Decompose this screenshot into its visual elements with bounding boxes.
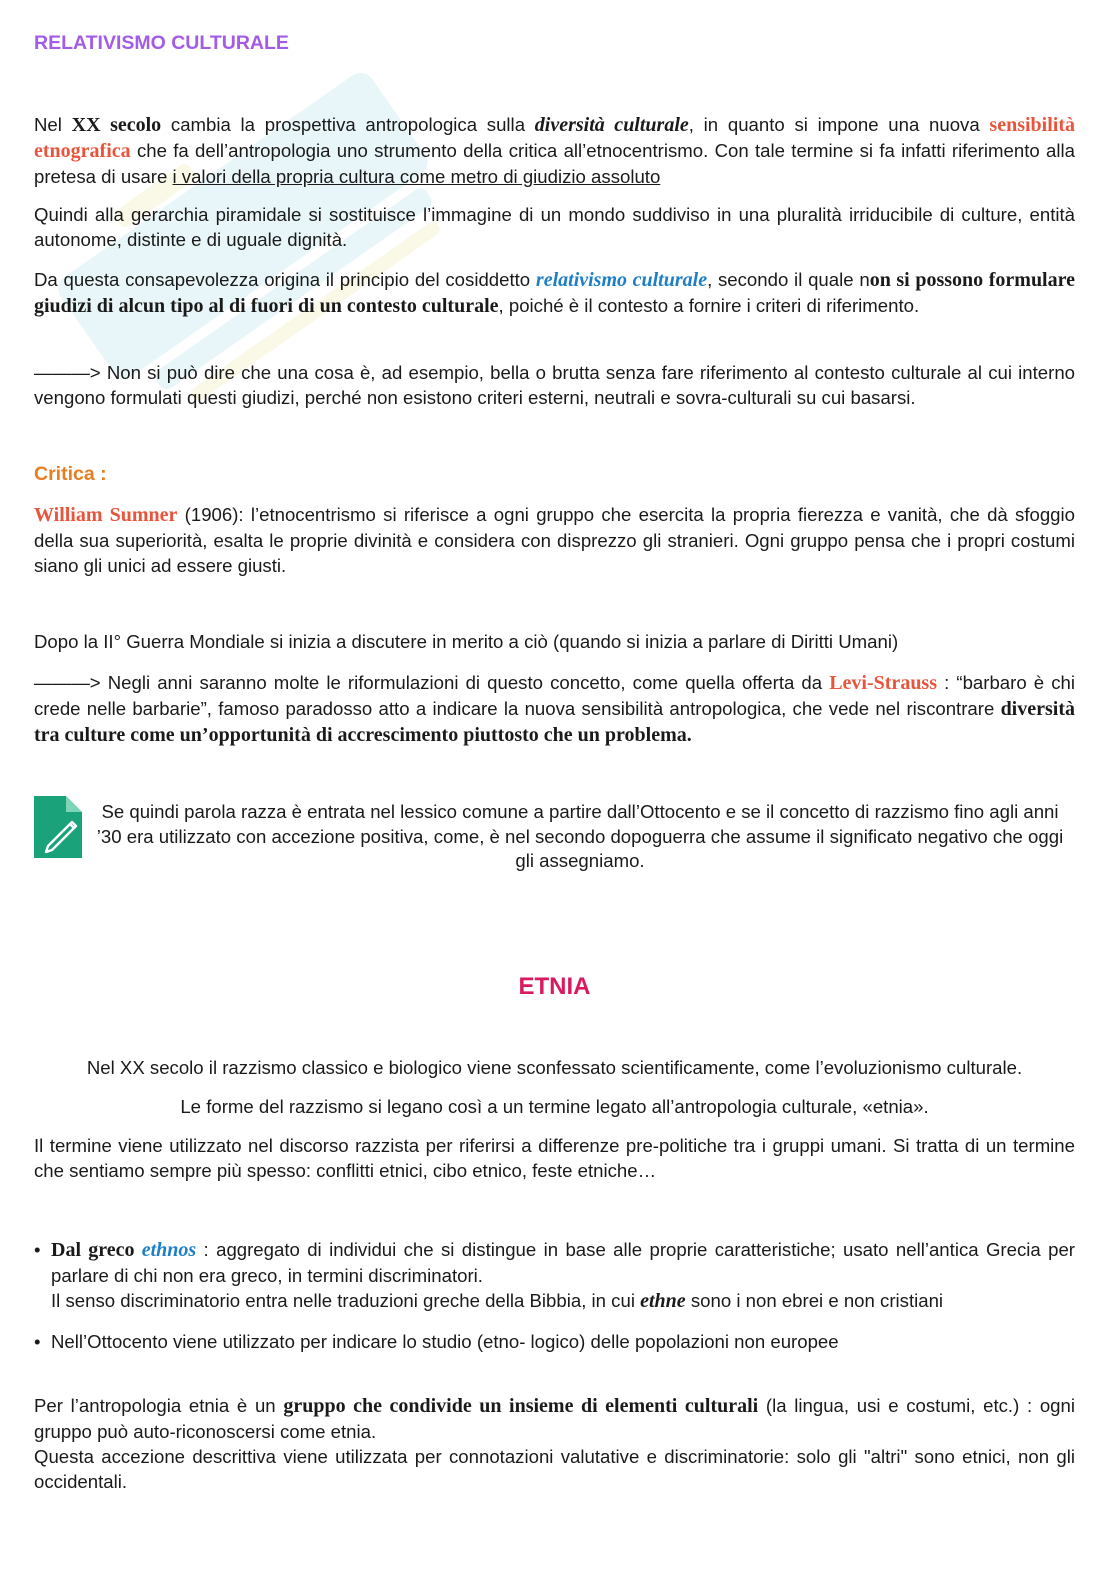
section-title-relativismo: RELATIVISMO CULTURALE	[34, 32, 289, 54]
pencil-note-icon	[34, 796, 82, 858]
paragraph-levi-strauss: ———> Negli anni saranno molte le riformulazioni di questo concetto, come quella offerta da Levi-Strauss : “barbaro è chi crede nelle barbarie”, famoso paradosso atto a indicare la nuova sensibilità antropologica, che vede nel riscontrare diversità tra culture come un’opportunità di accrescimento piuttosto che un problema.	[34, 672, 1075, 746]
paragraph-esempio: ———> Non si può dire che una cosa è, ad esempio, bella o brutta senza fare riferimento al contesto culturale al cui interno vengono formulati questi giudizi, perché non esistono criteri esterni, neutrali e sovra-culturali su cui basarsi.	[34, 362, 1075, 408]
paragraph-gerarchia: Quindi alla gerarchia piramidale si sostituisce l’immagine di un mondo suddiviso in una pluralità irriducibile di culture, entità autonome, distinte e di uguale dignità.	[34, 204, 1075, 250]
section-title-etnia: ETNIA	[518, 973, 591, 1000]
list-item: • Dal greco ethnos : aggregato di individui che si distingue in base alle proprie caratteristiche; usato nell’antica Grecia per parlare di chi non era greco, in termini discriminatori. Il senso discriminatorio entra nelle traduzioni greche della Bibbia, in cui ethne sono i non ebrei e non cristiani	[34, 1239, 1075, 1312]
list-item: • Nell’Ottocento viene utilizzato per indicare lo studio (etno- logico) delle popolazioni non europee	[34, 1331, 839, 1352]
note-text: Se quindi parola razza è entrata nel lessico comune a partire dall’Ottocento e se il concetto di razzismo fino agli anni ’30 era utilizzato con accezione positiva, come, è nel secondo dopoguerra che assume il significato negativo che oggi gli assegniamo.	[96, 801, 1064, 871]
paragraph-forme-razzismo: Le forme del razzismo si legano così a un termine legato all’antropologia culturale, «etnia».	[180, 1096, 929, 1117]
paragraph-sumner: William Sumner (1906): l’etnocentrismo si riferisce a ogni gruppo che esercita la propria fierezza e vanità, che dà sfoggio della sua superiorità, esalta le proprie divinità e considera con disprezzo gli stranieri. Ogni gruppo pensa che i propri costumi siano gli unici ad essere giusti.	[34, 504, 1075, 576]
paragraph-intro: Nel XX secolo cambia la prospettiva antropologica sulla diversità culturale, in quanto si impone una nuova sensibilità etnografica che fa dell’antropologia uno strumento della critica all’etnocentrismo. Con tale termine si fa infatti riferimento alla pretesa di usare i valori della propria cultura come metro di giudizio assoluto	[34, 114, 1075, 187]
heading-critica: Critica :	[34, 463, 107, 485]
paragraph-definizione-etnia: Per l’antropologia etnia è un gruppo che condivide un insieme di elementi culturali (la lingua, usi e costumi, etc.) : ogni gruppo può auto-riconoscersi come etnia. Questa accezione descrittiva viene utilizzata per connotazioni valutative e discriminatorie: solo gli "altri" sono etnici, non gli occidentali.	[34, 1395, 1075, 1492]
paragraph-termine: Il termine viene utilizzato nel discorso razzista per riferirsi a differenze pre-politiche tra i gruppi umani. Si tratta di un termine che sentiamo sempre più spesso: conflitti etnici, cibo etnico, feste etniche…	[34, 1135, 1075, 1181]
paragraph-dopoguerra: Dopo la II° Guerra Mondiale si inizia a discutere in merito a ciò (quando si inizia a parlare di Diritti Umani)	[34, 631, 899, 652]
paragraph-relativismo: Da questa consapevolezza origina il principio del cosiddetto relativismo culturale, secondo il quale non si possono formulare giudizi di alcun tipo al di fuori di un contesto culturale, poiché è il contesto a fornire i criteri di riferimento.	[34, 269, 1076, 317]
paragraph-razzismo-classico: Nel XX secolo il razzismo classico e biologico viene sconfessato scientificamente, come l’evoluzionismo culturale.	[86, 1057, 1023, 1078]
bullet-list	[34, 1237, 1075, 1354]
